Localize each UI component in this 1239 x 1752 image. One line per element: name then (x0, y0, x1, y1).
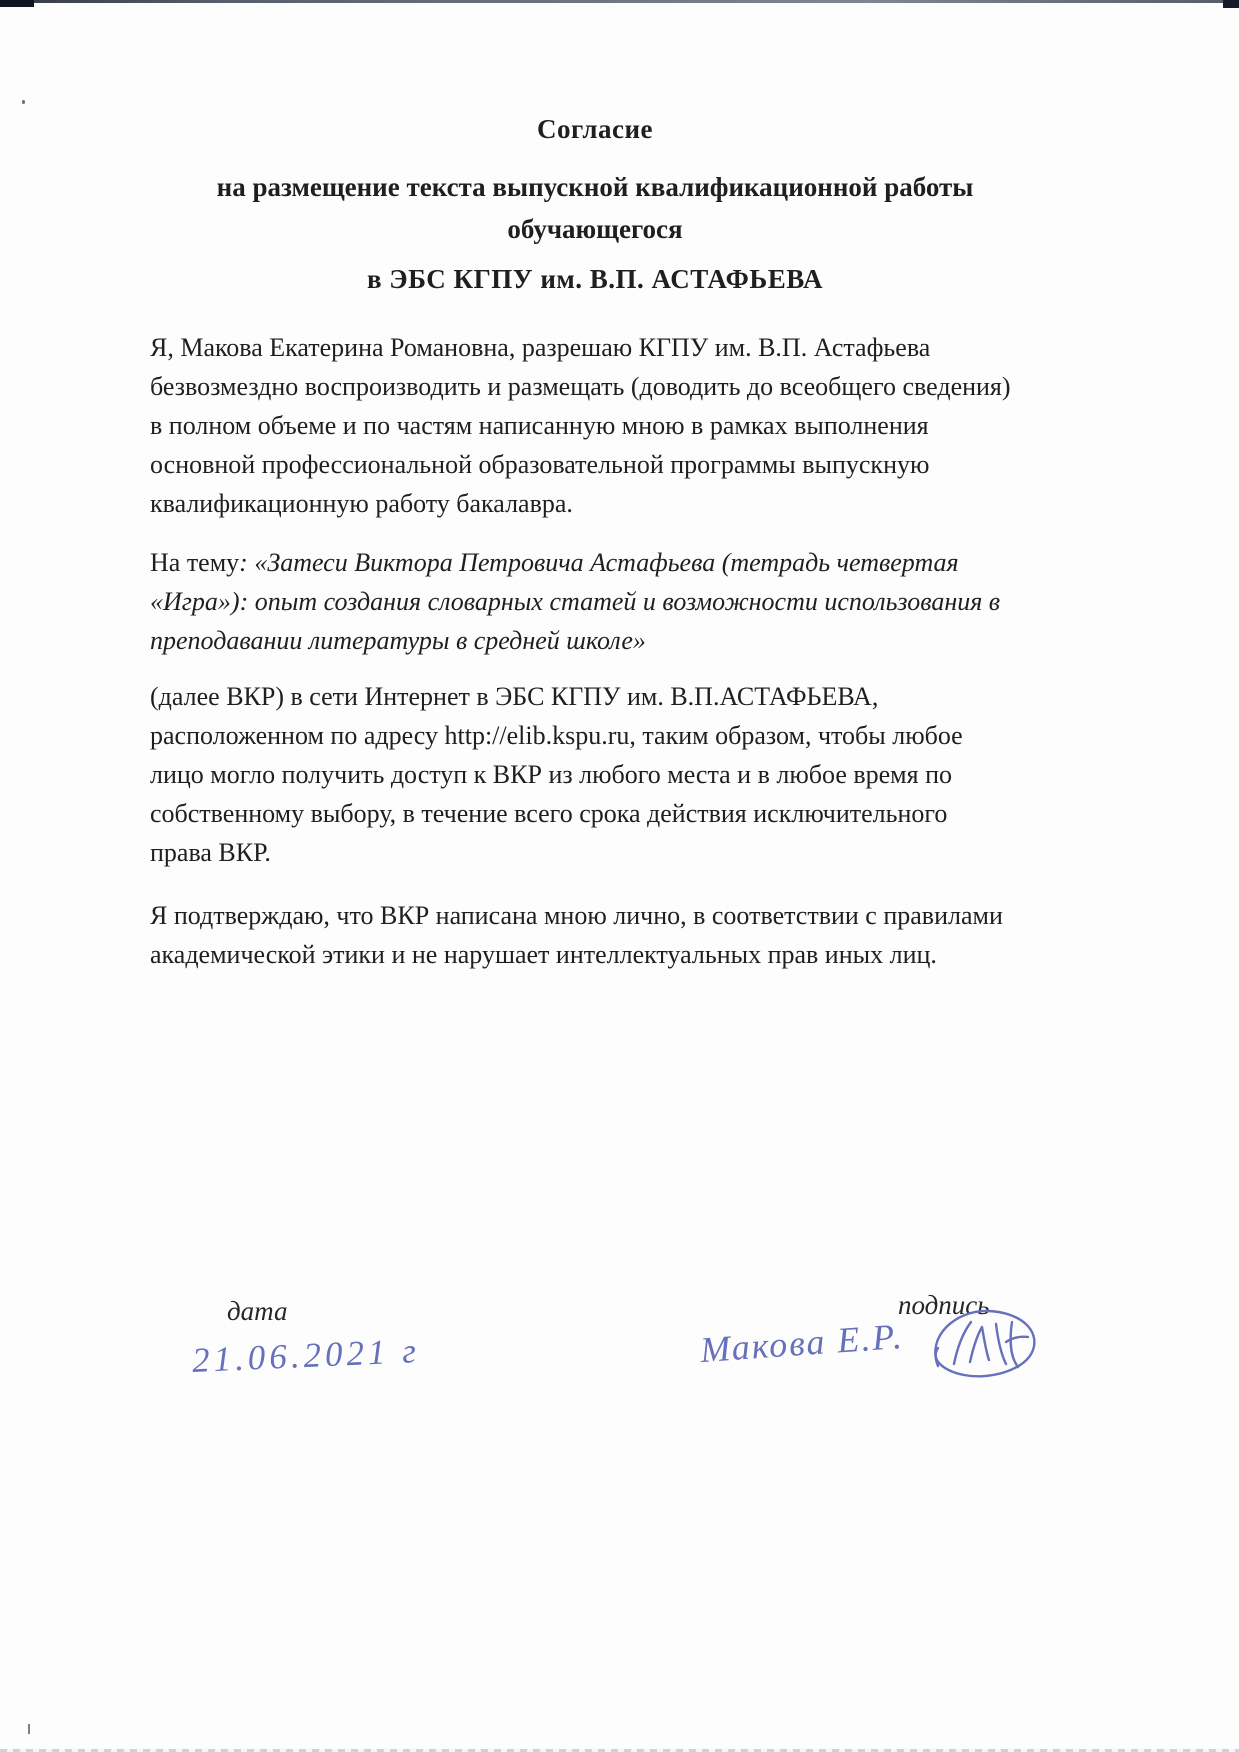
text-line: лицо могло получить доступ к ВКР из любого места и в любое время по (150, 760, 953, 789)
text-line: расположенном по адресу http://elib.kspu.ru, таким образом, чтобы любое (150, 721, 963, 750)
text-line: права ВКР. (150, 838, 271, 867)
text-line: (далее ВКР) в сети Интернет в ЭБС КГПУ им. В.П.АСТАФЬЕВА, (150, 682, 879, 711)
scan-artifact-dot (22, 100, 25, 104)
document-title: Согласие (536, 114, 654, 144)
handwritten-signature-flourish (918, 1302, 1044, 1390)
text-line: безвозмездно воспроизводить и размещать (доводить до всеобщего сведения) (150, 372, 1011, 401)
text-line: Я подтверждаю, что ВКР написана мною лично, в соответствии с правилами (150, 901, 1003, 930)
text-line: в полном объеме и по частям написанную мною в рамках выполнения (150, 411, 929, 440)
scan-artifact-dash (28, 1724, 30, 1734)
handwritten-name: Макова Е.Р. (698, 1315, 905, 1371)
date-label: дата (227, 1296, 288, 1326)
text-line: академической этики и не нарушает интеллектуальных прав иных лиц. (150, 940, 937, 969)
scan-artifact-top-right (1223, 0, 1239, 8)
topic-lead: На тему (150, 548, 240, 577)
scan-artifact-top-left (0, 0, 34, 7)
paragraph-ethics (150, 896, 1070, 974)
text-line: собственному выбору, в течение всего срока действия исключительного (150, 799, 948, 828)
text-line: основной профессиональной образовательной программы выпускную (150, 450, 930, 479)
scan-artifact-top-line (0, 0, 1239, 3)
topic-title-part2: «Игра»): опыт создания словарных статей и возможности использования в (150, 587, 1001, 616)
paragraph-topic (150, 543, 1070, 660)
paragraph-permission (150, 328, 1070, 523)
topic-title-part3: преподавании литературы в средней школе» (150, 626, 646, 655)
text-line: квалификационную работу бакалавра. (150, 489, 573, 518)
signature-label: подпись (898, 1290, 990, 1320)
document-ebs-line: в ЭБС КГПУ им. В.П. АСТАФЬЕВА (366, 264, 824, 294)
text-line (150, 543, 1070, 582)
document-subtitle-line1: на размещение текста выпускной квалификационной работы (216, 172, 974, 202)
text-line: Я, Макова Екатерина Романовна, разрешаю КГПУ им. В.П. Астафьева (150, 333, 931, 362)
handwritten-date: 21.06.2021 г (191, 1331, 421, 1380)
paragraph-terms (150, 677, 1070, 872)
topic-title-part1: : «Затеси Виктора Петровича Астафьева (тетрадь четвертая (239, 548, 959, 577)
document-subtitle-line2: обучающегося (507, 214, 683, 244)
